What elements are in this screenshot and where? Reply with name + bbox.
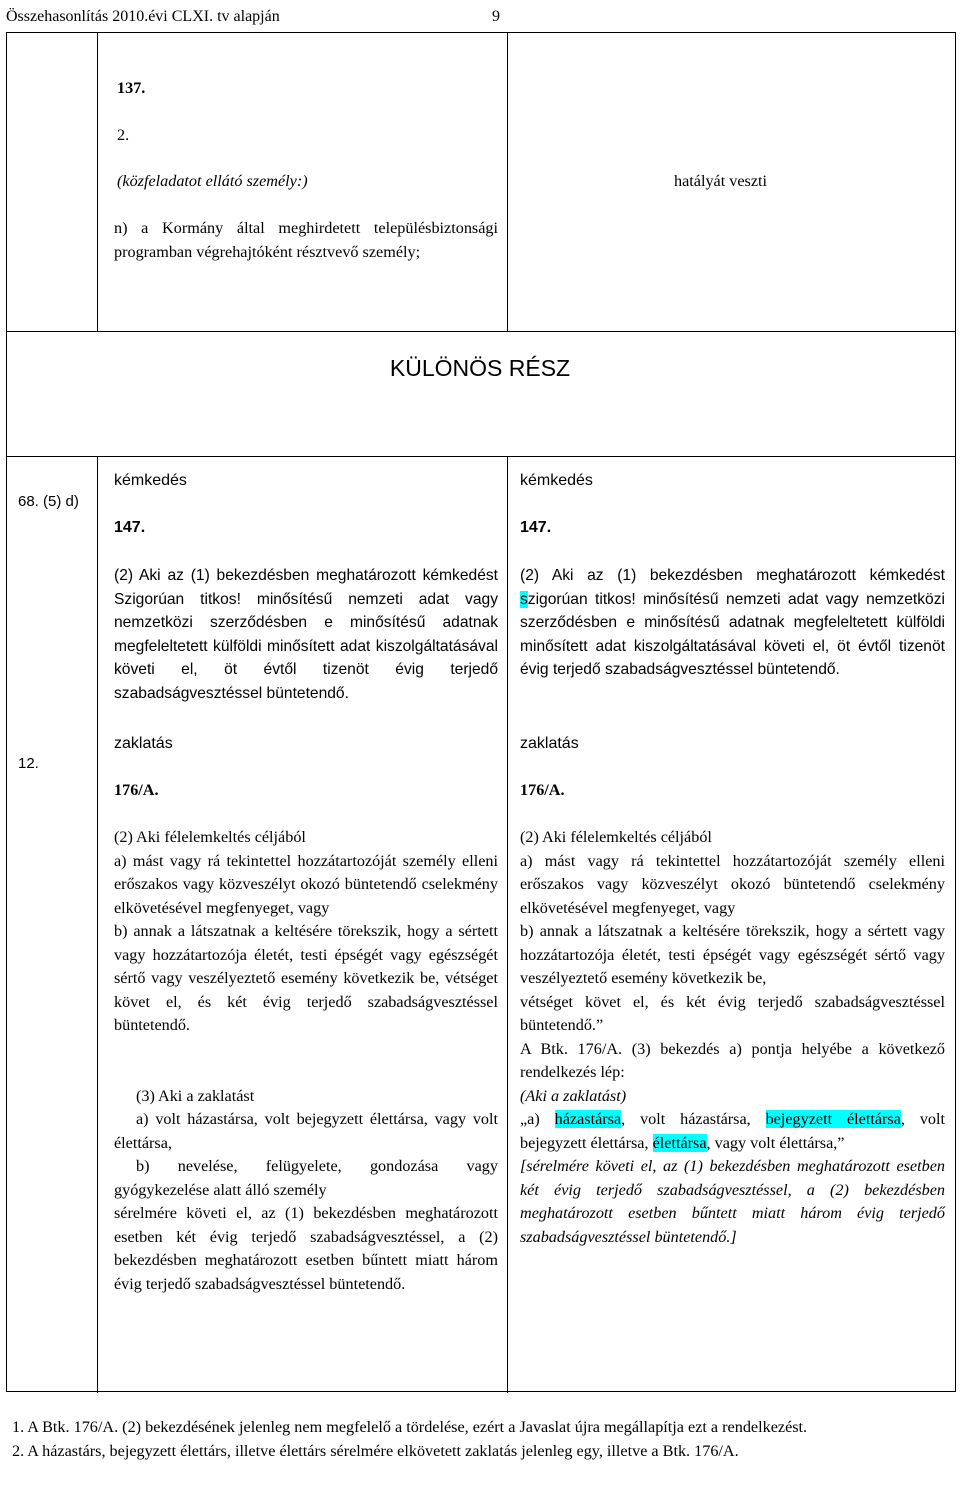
new-amend-a: [520, 1108, 945, 1155]
footnote-1: 1. A Btk. 176/A. (2) bekezdésének jelenleg nem megfelelő a tördelése, ezért a Javaslat újra megállapítja ezt a rendelkezést.: [12, 1418, 808, 1436]
row-divider-2: [7, 456, 955, 457]
section-number: 137.: [117, 79, 146, 97]
section-title: KÜLÖNÖS RÉSZ: [389, 355, 571, 381]
amend-highlight-3: élettársa: [652, 1133, 707, 1152]
amend-highlight-1: házastársa: [554, 1110, 622, 1128]
old-zaklatas-body: [114, 826, 498, 1296]
old-p2-a: a) mást vagy rá tekintettel hozzátartozóját személy elleni erőszakos vagy közveszélyt okozó büntetendő cselekmény elkövetésével megfenyeget, vagy: [114, 851, 498, 917]
new-kemkedes-text: [520, 564, 945, 682]
new-amend-ref: (Aki a zaklatást): [520, 1086, 627, 1105]
amend-a-text-4: , vagy volt élettársa,”: [706, 1133, 845, 1152]
page-header: [6, 8, 500, 26]
new-amend-rest: [sérelmére követi el, az (1) bekezdésben meghatározott esetben két évig terjedő szabadságvesztéssel, a (2) bekezdésben meghatározott esetben bűntett miatt három évig terjedő szabadságvesztéssel büntetendő.]: [520, 1157, 945, 1246]
col-divider-2b: [507, 456, 508, 1393]
page-number: 9: [492, 8, 500, 25]
intro-clause: (közfeladatot ellátó személy:): [117, 172, 308, 190]
new-zaklatas-section: 176/A.: [520, 781, 565, 799]
old-p3-b: b) nevelése, felügyelete, gondozása vagy gyógykezelése alatt álló személy: [114, 1157, 498, 1199]
new-kem-text-1: (2) Aki az (1) bekezdésben meghatározott kémkedést: [520, 567, 945, 584]
new-p2-a: a) mást vagy rá tekintettel hozzátartozóját személy elleni erőszakos vagy közveszélyt okozó büntetendő cselekmény elkövetésével megfenyeget, vagy: [520, 851, 945, 917]
old-provision-n: n) a Kormány által meghirdetett településbiztonsági programban végrehajtóként résztvevő személy;: [114, 219, 498, 261]
col-divider-2: [507, 33, 508, 331]
old-p2-b: b) annak a látszatnak a keltésére törekszik, hogy a sértett vagy hozzátartozója életét, testi épségét vagy egészségét sértő vagy veszélyeztető esemény következik be, vétséget követ el, és két évig terjedő szabadságvesztéssel büntetendő.: [114, 922, 498, 1034]
amend-a-text-2: , volt házastársa,: [621, 1110, 766, 1128]
new-zaklatas-body: [520, 826, 945, 1249]
new-amend-intro: A Btk. 176/A. (3) bekezdés a) pontja helyébe a következő rendelkezés lép:: [520, 1039, 945, 1081]
new-p2-c: vétséget követ el, és két évig terjedő szabadságvesztéssel büntetendő.”: [520, 992, 945, 1034]
old-p2-intro: (2) Aki félelemkeltés céljából: [114, 828, 306, 846]
amend-highlight-2: bejegyzett élettársa: [765, 1110, 901, 1128]
old-p3-intro: (3) Aki a zaklatást: [136, 1086, 255, 1105]
footnotes: [12, 1416, 948, 1463]
new-p2-b: b) annak a látszatnak a keltésére törekszik, hogy a sértett vagy hozzátartozója életét, testi épségét vagy egészségét sértő vagy veszélyeztető esemény következik be,: [520, 922, 945, 987]
old-kemkedes-section: 147.: [114, 519, 146, 536]
old-zaklatas-title: zaklatás: [114, 735, 173, 752]
old-p3-a: a) volt házastársa, volt bejegyzett élettársa, vagy volt élettársa,: [114, 1110, 498, 1152]
new-zaklatas-title: zaklatás: [520, 735, 579, 752]
new-kem-highlight: s: [520, 590, 528, 608]
paragraph-number: 2.: [117, 126, 130, 144]
amend-a-prefix: „a): [520, 1110, 555, 1128]
old-zaklatas-section: 176/A.: [114, 781, 159, 799]
footnote-2: 2. A házastárs, bejegyzett élettárs, illetve élettárs sérelmére elkövetett zaklatás jelenleg egy, illetve a Btk. 176/A.: [12, 1441, 739, 1460]
ref-68: 68. (5) d): [18, 493, 79, 510]
new-kem-text-2: zigorúan titkos! minősítésű nemzeti adat vagy nemzetközi szerződésben e minősítésű adatnak megfeleltetett külföldi minősített adat kiszolgáltatásával követi el, öt évtől tizenöt évig terjedő szabadságvesztéssel büntetendő.: [520, 590, 945, 678]
old-p3-rest: sérelmére követi el, az (1) bekezdésben meghatározott esetben két évig terjedő szabadságvesztéssel, a (2) bekezdésben meghatározott esetben bűntett miatt három évig terjedő szabadságvesztéssel büntetendő.: [114, 1204, 498, 1293]
old-kemkedes-text: (2) Aki az (1) bekezdésben meghatározott kémkedést Szigorúan titkos! minősítésű nemzeti adat vagy nemzetközi szerződésben e minősítésű adatnak megfeleltetett külföldi minősített adat kiszolgáltatásával követi el, öt évtől tizenöt évig terjedő szabadságvesztéssel büntetendő.: [114, 567, 498, 702]
document-title: Összehasonlítás 2010.évi CLXI. tv alapján: [6, 8, 280, 25]
col-divider-1: [97, 33, 98, 331]
old-kemkedes-title: kémkedés: [114, 472, 187, 489]
col-divider-1b: [97, 456, 98, 1393]
amend-a-text-3: , volt bejegyzett élettársa,: [520, 1110, 945, 1152]
new-p2-intro: (2) Aki félelemkeltés céljából: [520, 828, 712, 846]
repealed-note: hatályát veszti: [674, 172, 768, 190]
ref-12: 12.: [18, 755, 39, 772]
row-divider-1: [7, 331, 955, 332]
new-kemkedes-title: kémkedés: [520, 472, 593, 489]
new-kemkedes-section: 147.: [520, 519, 552, 536]
